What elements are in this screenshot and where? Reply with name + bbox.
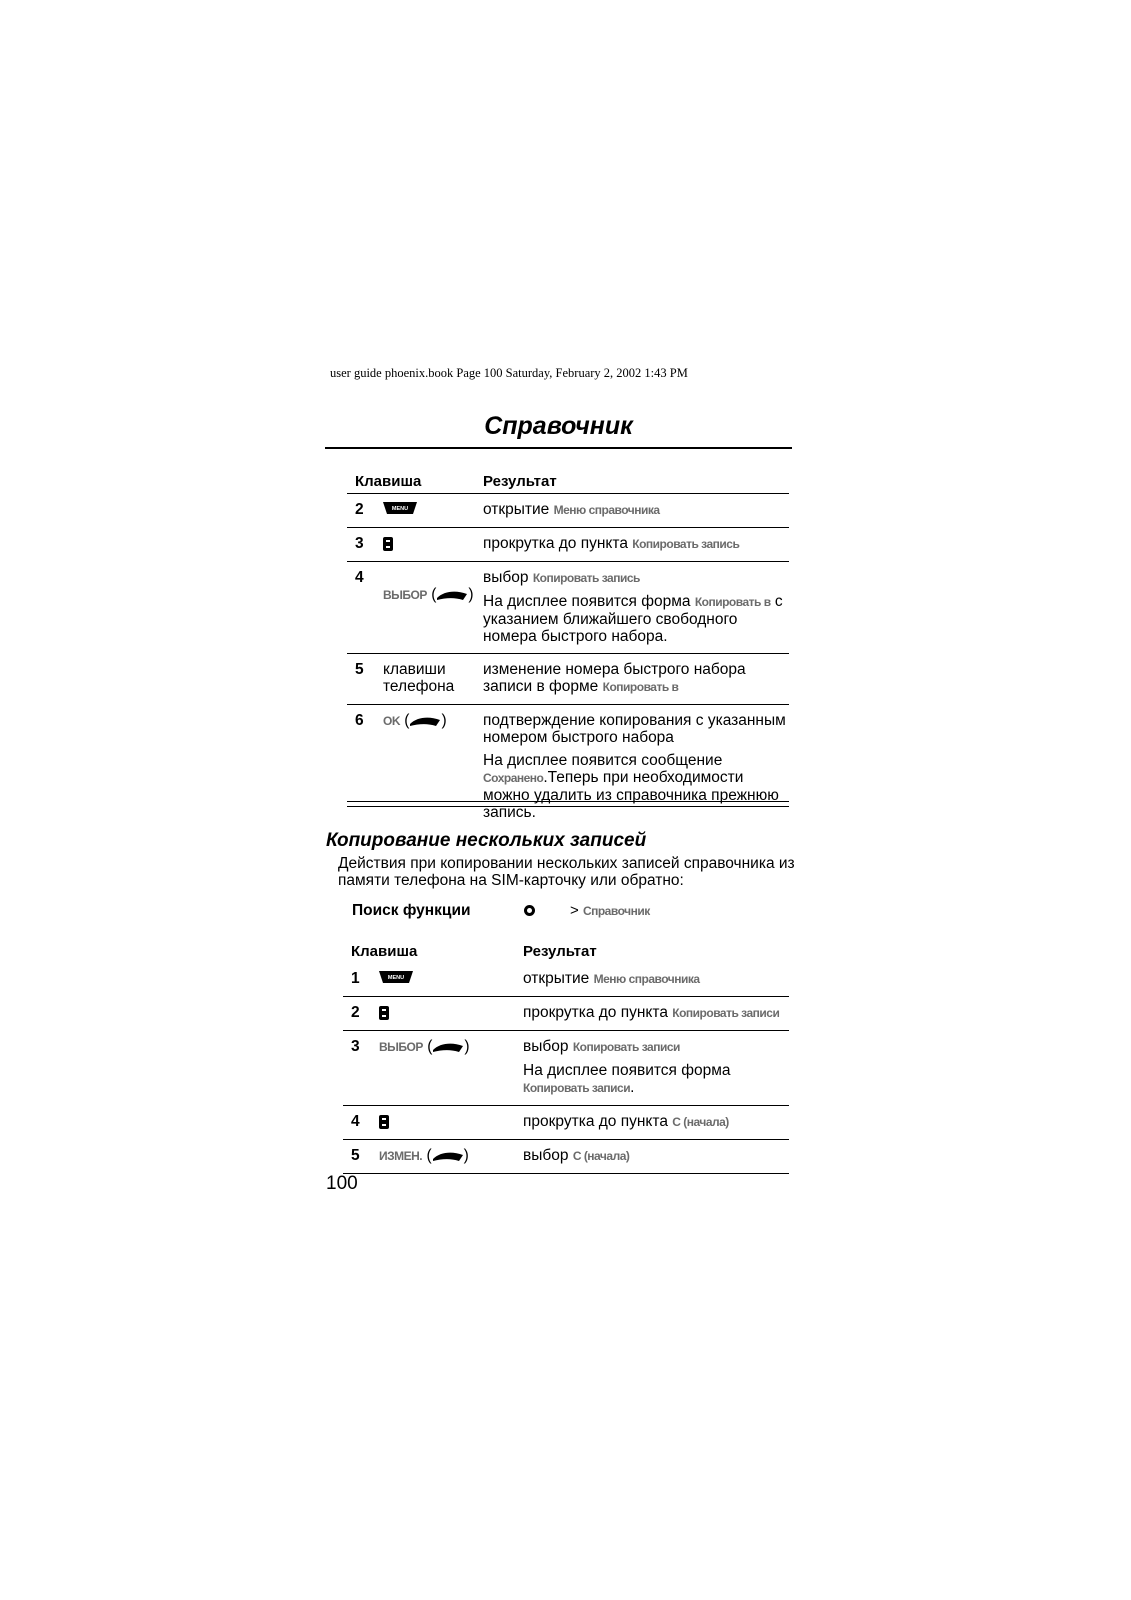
step-number: 2 — [347, 494, 383, 528]
table-end-rule — [347, 801, 789, 807]
key-text: клавиши телефона — [383, 654, 483, 705]
ui-term: Меню справочника — [553, 503, 660, 517]
step-number: 3 — [347, 528, 383, 562]
result-text: выбор — [483, 569, 533, 586]
soft-key-label: ВЫБОР — [383, 588, 427, 602]
svg-text:MENU: MENU — [387, 975, 405, 981]
key-table-2 — [343, 940, 789, 1174]
section-intro: Действия при копировании нескольких записей справочника из памяти телефона на SIM-карточку или обратно: — [338, 855, 795, 889]
ui-term: Копировать записи — [523, 1081, 631, 1095]
step-number: 6 — [347, 705, 383, 830]
step-number: 5 — [343, 1140, 379, 1174]
ui-term: Копировать запись — [532, 571, 640, 585]
menu-key-icon — [383, 501, 417, 513]
ui-term: Копировать запись — [632, 537, 740, 551]
result-text: прокрутка до пункта — [483, 535, 633, 552]
note-text: На дисплее появится форма — [483, 593, 695, 610]
col-result-header: Результат — [523, 943, 597, 960]
col-key-header: Клавиша — [355, 473, 422, 490]
right-soft-key-icon — [436, 589, 468, 601]
table-row — [347, 494, 789, 528]
result-text: открытие — [483, 501, 554, 518]
right-soft-key-icon — [432, 1150, 464, 1162]
ui-term: Копировать в — [602, 680, 679, 694]
step-number: 5 — [347, 654, 383, 705]
result-text: прокрутка до пункта — [523, 1113, 673, 1130]
result-text: выбор — [523, 1038, 573, 1055]
ui-term: Копировать записи — [572, 1040, 680, 1054]
title-rule — [325, 447, 792, 449]
table-row — [343, 1106, 789, 1140]
note-text: На дисплее появится сообщение — [483, 752, 723, 769]
section-title: Копирование нескольких записей — [326, 830, 647, 851]
note-text: . — [630, 1079, 635, 1096]
ui-term: Копировать записи — [672, 1006, 780, 1020]
svg-text:MENU: MENU — [391, 506, 409, 512]
table-row: 5 ИЗМЕН. ( ) выбор С (начала) — [343, 1140, 789, 1174]
note-text: .Теперь при необходимости можно удалить из справочника прежнюю запись. — [483, 769, 779, 821]
menu-key-icon — [524, 905, 535, 916]
menu-key-icon — [379, 970, 413, 982]
file-header-line: user guide phoenix.book Page 100 Saturday, February 2, 2002 1:43 PM — [330, 366, 688, 380]
key-table-1 — [347, 470, 789, 829]
ui-term: Справочник — [582, 904, 650, 918]
nav-key-icon — [379, 1006, 389, 1020]
result-text: прокрутка до пункта — [523, 1004, 673, 1021]
ui-term: С (начала) — [672, 1115, 729, 1129]
note-text: с указанием ближайшего свободного номера быстрого набора. — [483, 593, 783, 645]
step-number: 3 — [343, 1031, 379, 1106]
col-result-header: Результат — [483, 473, 557, 490]
step-number: 4 — [343, 1106, 379, 1140]
find-feature-path — [570, 902, 650, 919]
ui-term: Копировать в — [694, 595, 771, 609]
ui-term: Меню справочника — [593, 972, 700, 986]
right-soft-key-icon — [432, 1041, 464, 1053]
result-text: подтверждение копирования с указанным номером быстрого набора — [483, 712, 786, 746]
soft-key-label: ИЗМЕН. — [379, 1149, 423, 1163]
step-number: 4 — [347, 562, 383, 654]
nav-key-icon — [383, 537, 393, 551]
nav-key-icon — [379, 1115, 389, 1129]
right-soft-key-icon — [409, 715, 441, 727]
soft-key-label: OK — [383, 714, 400, 728]
table-row: 4 ВЫБОР ( ) выбор Копировать запись На дисплее появится форма Копировать в с указанием ближайшего свободного номера быстрого набора. — [347, 562, 789, 654]
find-feature-label: Поиск функции — [352, 902, 471, 919]
page-number: 100 — [326, 1173, 358, 1194]
result-text: выбор — [523, 1147, 573, 1164]
col-key-header: Клавиша — [351, 943, 418, 960]
step-number: 2 — [343, 997, 379, 1031]
table-row: 3 ВЫБОР ( ) выбор Копировать записи На дисплее появится форма Копировать записи. — [343, 1031, 789, 1106]
ui-term: С (начала) — [572, 1149, 630, 1163]
page-title: Справочник — [484, 412, 633, 440]
table-row — [347, 654, 789, 705]
note-text: На дисплее появится форма — [523, 1062, 731, 1079]
ui-term: Сохранено — [483, 771, 544, 785]
result-text: открытие — [523, 970, 594, 987]
table-row — [343, 963, 789, 997]
table-row: 6 OK ( ) подтверждение копирования с указанным номером быстрого набора На дисплее появится сообщение Сохранено.Теперь при необходимости можно удалить из справочника прежнюю запись. — [347, 705, 789, 830]
table-row — [343, 997, 789, 1031]
table-row — [347, 528, 789, 562]
step-number: 1 — [351, 970, 360, 987]
result-text: изменение номера быстрого набора записи в форме — [483, 661, 746, 695]
soft-key-label: ВЫБОР — [379, 1040, 423, 1054]
path-separator: > — [570, 902, 579, 919]
